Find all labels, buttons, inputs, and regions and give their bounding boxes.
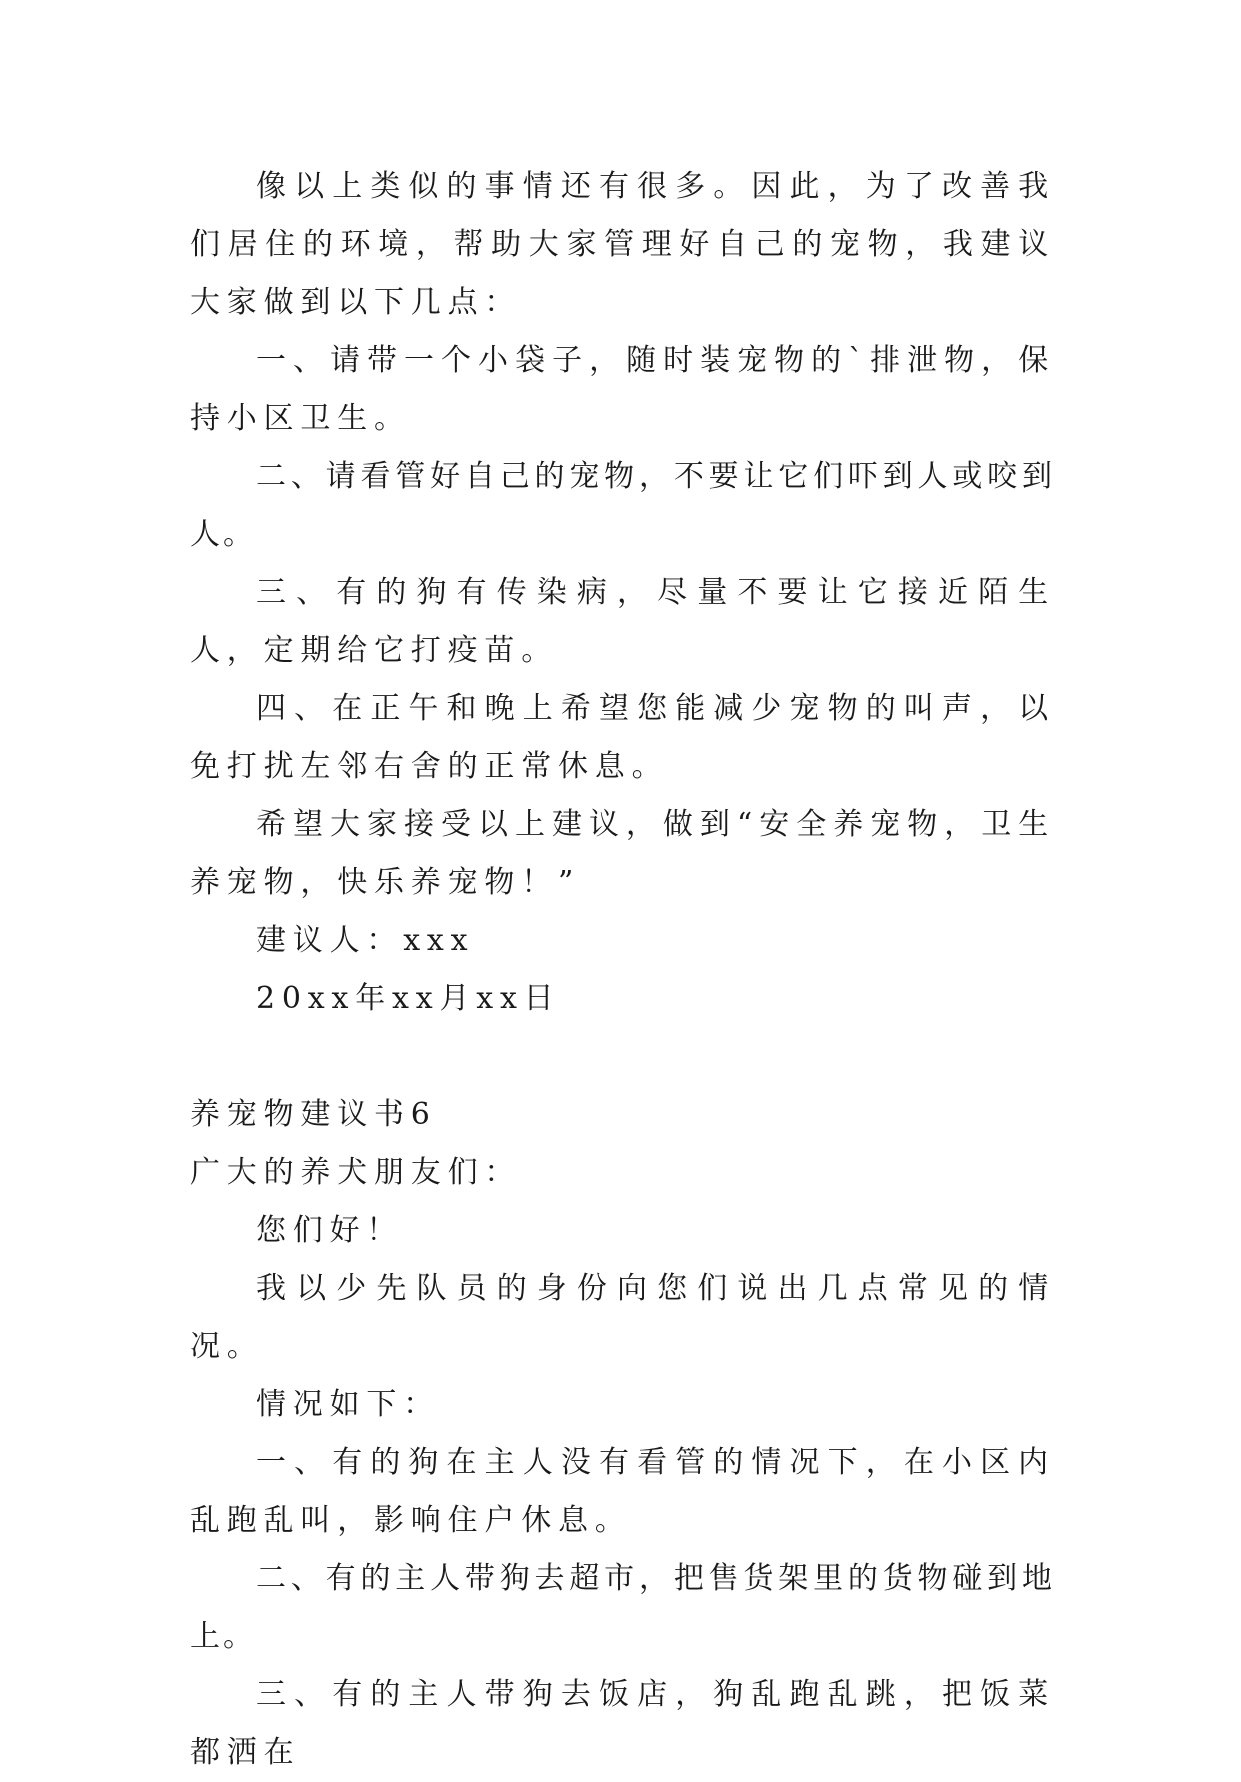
signature-date: 20xx年xx月xx日	[256, 981, 561, 1016]
paragraph-situation-2: 二、有的主人带狗去超市，把售货架里的货物碰到地上。	[190, 1561, 1055, 1654]
section-title: 养宠物建议书6	[190, 1097, 437, 1132]
paragraph-suggestion-2: 二、请看管好自己的宠物，不要让它们吓到人或咬到人。	[190, 459, 1055, 552]
section-spacer	[190, 1028, 1055, 1086]
paragraph-situation-heading: 情况如下：	[256, 1387, 440, 1422]
document-page	[190, 158, 1055, 1782]
paragraph-suggestion-3: 三、有的狗有传染病，尽量不要让它接近陌生人，定期给它打疫苗。	[190, 575, 1055, 668]
paragraph-identity: 我以少先队员的身份向您们说出几点常见的情况。	[190, 1271, 1055, 1364]
paragraph-situation-1: 一、有的狗在主人没有看管的情况下，在小区内乱跑乱叫，影响住户休息。	[190, 1445, 1055, 1538]
paragraph-closing: 希望大家接受以上建议，做到“安全养宠物，卫生养宠物，快乐养宠物！”	[190, 807, 1055, 900]
signature-proposer: 建议人：xxx	[256, 923, 475, 958]
paragraph-intro: 像以上类似的事情还有很多。因此，为了改善我们居住的环境，帮助大家管理好自己的宠物，我建议大家做到以下几点：	[190, 169, 1055, 320]
salutation: 广大的养犬朋友们：	[190, 1155, 522, 1190]
paragraph-suggestion-1: 一、请带一个小袋子，随时装宠物的`排泄物，保持小区卫生。	[190, 343, 1055, 436]
paragraph-suggestion-4: 四、在正午和晚上希望您能减少宠物的叫声，以免打扰左邻右舍的正常休息。	[190, 691, 1055, 784]
paragraph-greeting: 您们好！	[256, 1213, 404, 1248]
paragraph-situation-3: 三、有的主人带狗去饭店，狗乱跑乱跳，把饭菜都洒在	[190, 1677, 1055, 1770]
